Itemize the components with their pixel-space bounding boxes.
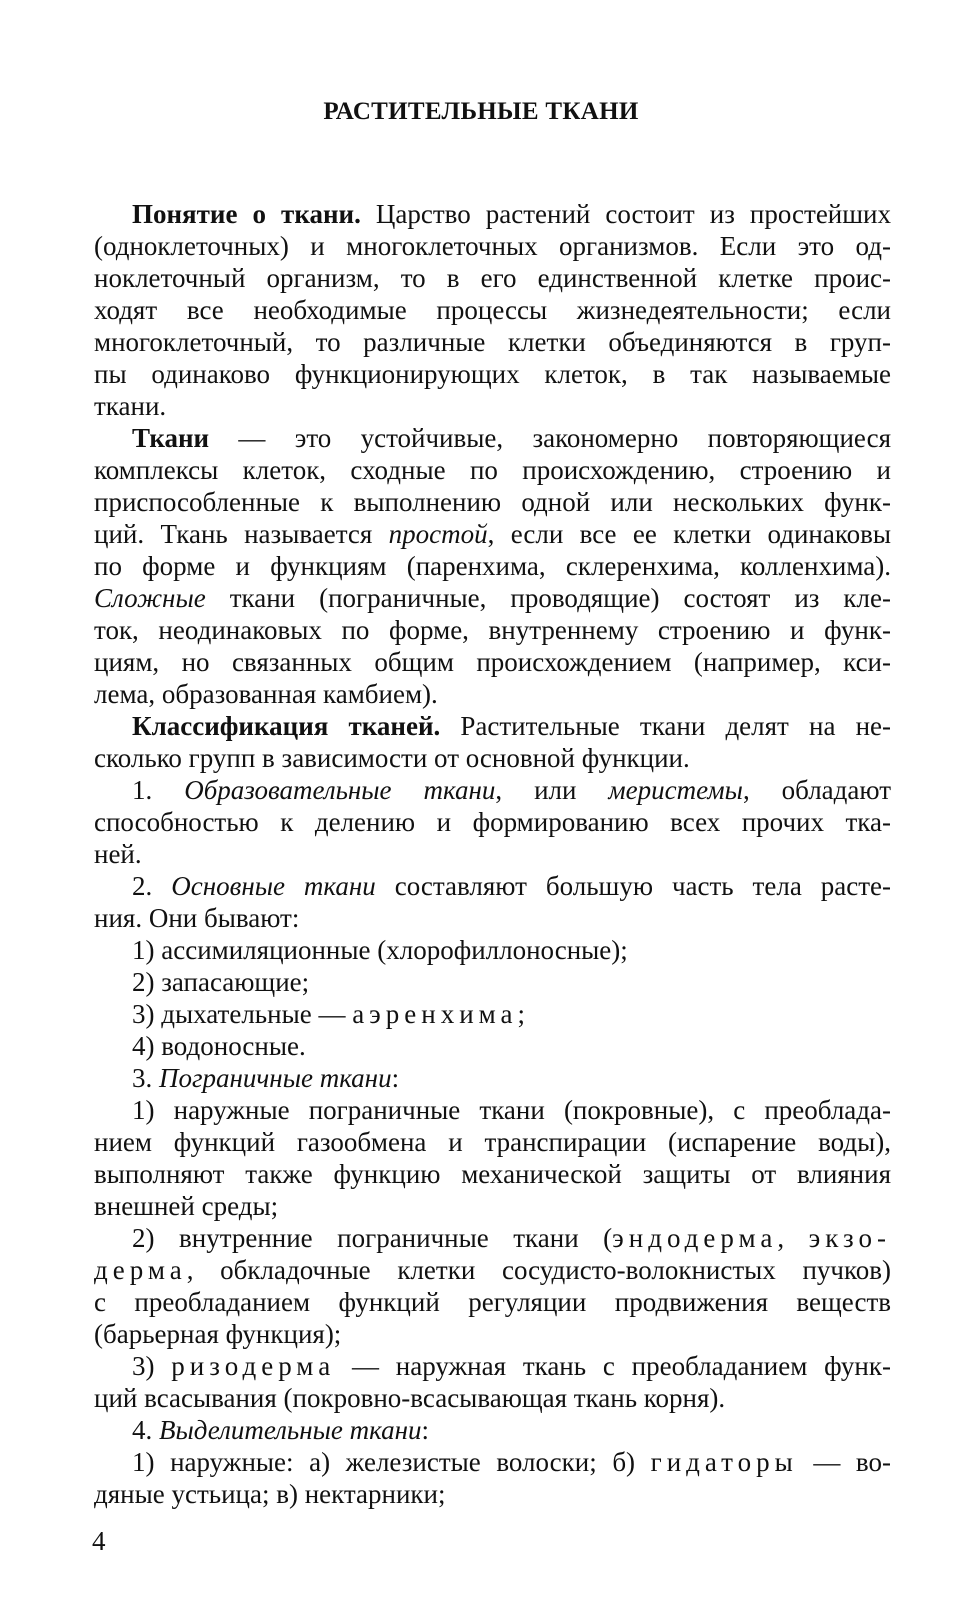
- text-line: Сложные ткани (пограничные, проводящие) состоят из кле-: [94, 583, 891, 613]
- text-line: ней.: [94, 839, 142, 869]
- text-line: ций. Ткань называется простой, если все ее клетки одинаковы: [94, 519, 891, 549]
- term-spaced: эндодерма: [612, 1223, 778, 1253]
- term-italic: Основные ткани: [171, 871, 376, 901]
- text-line: 2. Основные ткани составляют большую часть тела расте-: [132, 871, 891, 901]
- list-item: 4) водоносные.: [132, 1031, 306, 1061]
- text-line: 4. Выделительные ткани:: [132, 1415, 430, 1445]
- text-line: с преобладанием функций регуляции продвижения веществ: [94, 1287, 891, 1317]
- term-bold: Классификация тканей.: [132, 711, 441, 741]
- text-line: комплексы клеток, сходные по происхождению, строению и: [94, 455, 891, 485]
- list-item: 3) дыхательные — аэренхима;: [132, 999, 526, 1029]
- page-title: РАСТИТЕЛЬНЫЕ ТКАНИ: [323, 98, 639, 125]
- text-line: приспособленные к выполнению одной или нескольких функ-: [94, 487, 891, 517]
- text-line: способностью к делению и формированию всех прочих тка-: [94, 807, 891, 837]
- text-line: (одноклеточных) и многоклеточных организмов. Если это од-: [94, 231, 891, 261]
- text-line: (барьерная функция);: [94, 1319, 342, 1349]
- term-bold: Ткани: [132, 423, 210, 453]
- term-bold: Понятие о ткани.: [132, 199, 361, 229]
- term-italic: простой: [388, 519, 488, 549]
- text-line: дяные устьица; в) нектарники;: [94, 1479, 446, 1509]
- text-line: Классификация тканей. Растительные ткани делят на не-: [132, 711, 891, 741]
- text-line: 1) наружные: а) железистые волоски; б) гидаторы — во-: [132, 1447, 891, 1477]
- text-line: ходят все необходимые процессы жизнедеятельности; если: [94, 295, 891, 325]
- text-line: ткани.: [94, 391, 167, 421]
- term-spaced: экзо-: [808, 1223, 892, 1253]
- text-line: ций всасывания (покровно-всасывающая ткань корня).: [94, 1383, 726, 1413]
- page-number: 4: [92, 1526, 106, 1556]
- text-line: ния. Они бывают:: [94, 903, 300, 933]
- term-spaced: аэренхима: [352, 999, 518, 1029]
- text-line: циям, но связанных общим происхождением (например, кси-: [94, 647, 891, 677]
- term-italic: Сложные: [94, 583, 206, 613]
- term-italic: Пограничные ткани: [159, 1063, 392, 1093]
- term-spaced: ризодерма: [171, 1351, 336, 1381]
- text-line: ноклеточный организм, то в его единственной клетке проис-: [94, 263, 891, 293]
- list-item: 1) ассимиляционные (хлорофиллоносные);: [132, 935, 628, 965]
- term-italic: Образовательные ткани: [184, 775, 496, 805]
- text-line: 3. Пограничные ткани:: [132, 1063, 400, 1093]
- term-italic: меристемы: [608, 775, 743, 805]
- text-line: 3) ризодерма — наружная ткань с преобладанием функ-: [132, 1351, 891, 1381]
- text-line: 2) внутренние пограничные ткани (эндодерма, экзо-: [132, 1223, 892, 1253]
- text-line: Понятие о ткани. Царство растений состоит из простейших: [132, 199, 891, 229]
- text-line: многоклеточный, то различные клетки объединяются в груп-: [94, 327, 891, 357]
- term-spaced: гидаторы: [650, 1447, 798, 1477]
- text-line: 1) наружные пограничные ткани (покровные), с преоблада-: [132, 1095, 891, 1125]
- list-item: 2) запасающие;: [132, 967, 310, 997]
- text-line: пы одинаково функционирующих клеток, в так называемые: [94, 359, 891, 389]
- text-line: выполняют также функцию механической защиты от влияния: [94, 1159, 891, 1189]
- text-line: лема, образованная камбием).: [94, 679, 438, 709]
- text-line: 1. Образовательные ткани, или меристемы, обладают: [132, 775, 892, 805]
- text-line: нием функций газообмена и транспирации (испарение воды),: [94, 1127, 891, 1157]
- text-line: сколько групп в зависимости от основной функции.: [94, 743, 690, 773]
- text-line: внешней среды;: [94, 1191, 279, 1221]
- term-italic: Выделительные ткани: [159, 1415, 422, 1445]
- text-line: Ткани — это устойчивые, закономерно повторяющиеся: [132, 423, 891, 453]
- text-line: ток, неодинаковых по форме, внутреннему строению и функ-: [94, 615, 891, 645]
- term-spaced: дерма: [94, 1255, 187, 1285]
- text-line: по форме и функциям (паренхима, склеренхима, колленхима).: [94, 551, 891, 581]
- text-line: дерма, обкладочные клетки сосудисто-волокнистых пучков): [94, 1255, 891, 1285]
